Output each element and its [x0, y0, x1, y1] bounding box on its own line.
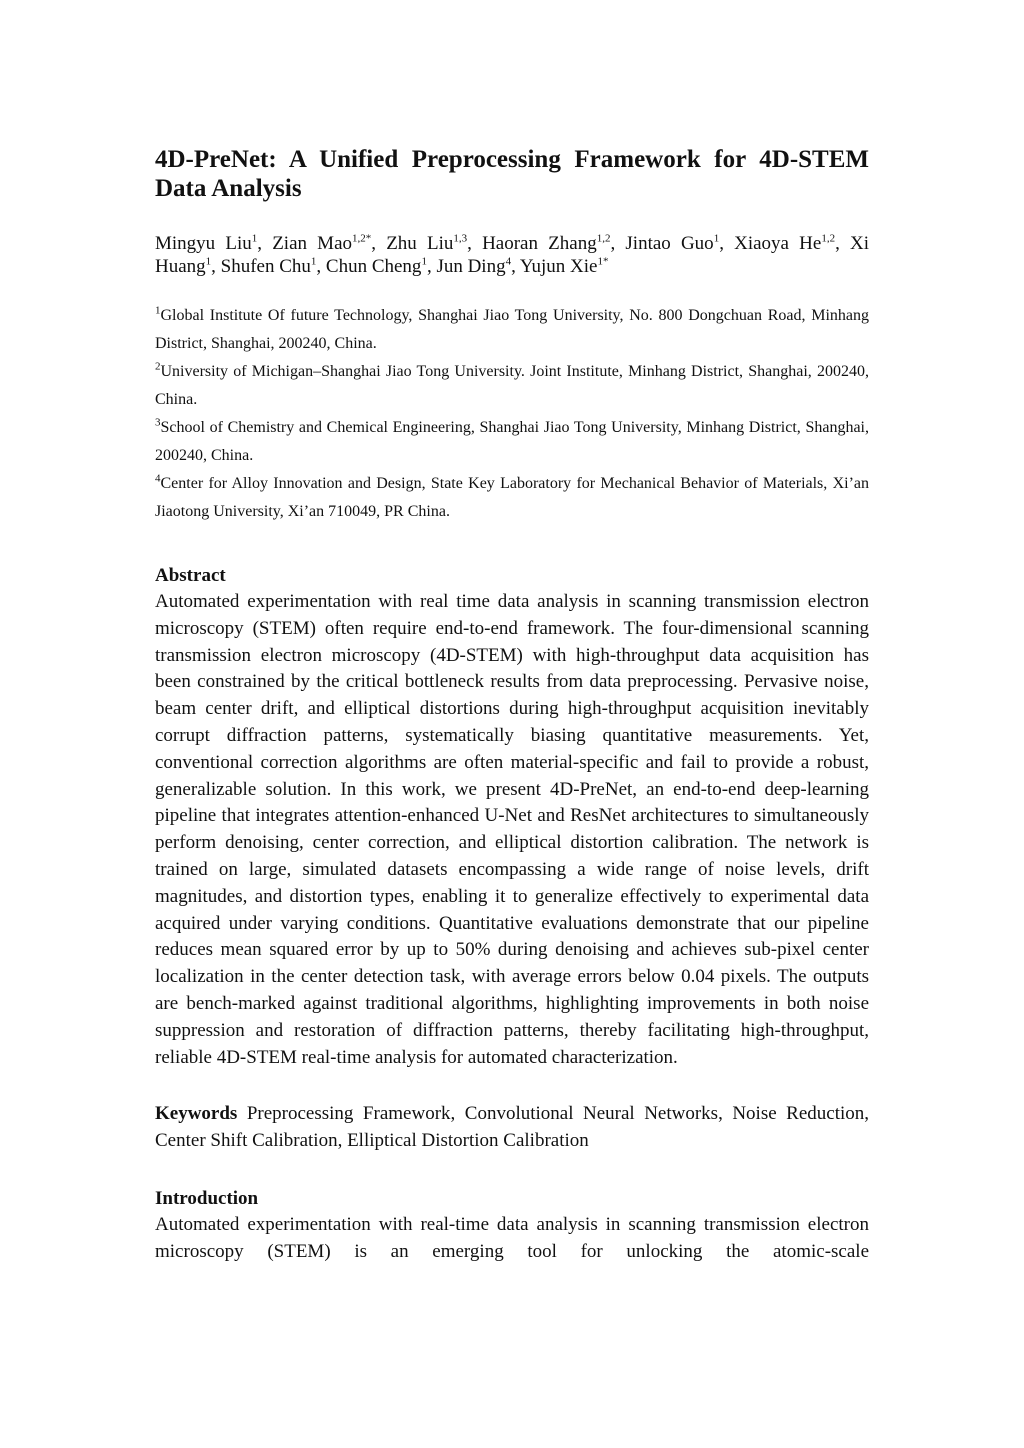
- author: [436, 256, 519, 277]
- affiliation-text: University of Michigan–Shanghai Jiao Tong University. Joint Institute, Minhang District, Shanghai, 200240, China.: [155, 363, 869, 408]
- author: [734, 233, 850, 254]
- author-list: [155, 232, 869, 278]
- author-affiliation-mark: 1: [713, 232, 720, 245]
- author-name: Zhu Liu: [386, 233, 454, 254]
- paper-title: 4D-PreNet: A Unified Preprocessing Framework for 4D-STEM Data Analysis: [155, 146, 869, 202]
- author-name: Xiaoya He: [734, 233, 822, 254]
- author-separator: ,: [719, 233, 735, 254]
- author: [625, 233, 734, 254]
- abstract-heading: Abstract: [155, 565, 226, 586]
- affiliation-text: School of Chemistry and Chemical Engineering, Shanghai Jiao Tong University, Minhang District, Shanghai, 200240, China.: [155, 419, 869, 464]
- author: [221, 256, 326, 277]
- author-affiliation-mark: 1: [421, 255, 427, 268]
- author-name: Haoran Zhang: [482, 233, 597, 254]
- author-name: Yujun Xie: [519, 256, 598, 277]
- author-affiliation-mark: 1,2*: [352, 232, 372, 245]
- author-name: Xi Huang: [155, 233, 870, 277]
- affiliation-item: [155, 358, 869, 414]
- author-name: Zian Mao: [272, 233, 353, 254]
- introduction-heading: Introduction: [155, 1187, 259, 1209]
- paper-page: [155, 145, 869, 1266]
- affiliation-number: 3: [155, 416, 161, 429]
- author: [520, 256, 609, 277]
- author: [272, 233, 386, 254]
- keywords-text: Preprocessing Framework, Convolutional Neural Networks, Noise Reduction, Center Shift Calibration, Elliptical Distortion Calibration: [155, 1103, 870, 1152]
- author-name: Shufen Chu: [220, 256, 311, 277]
- author-name: Chun Cheng: [325, 256, 422, 277]
- author-separator: ,: [426, 256, 437, 277]
- author-separator: ,: [511, 256, 520, 277]
- author-separator: ,: [316, 256, 326, 277]
- author-affiliation-mark: 1,3: [453, 232, 468, 245]
- introduction-body: Automated experimentation with real-time data analysis in scanning transmission electron microscopy (STEM) is an emerging tool for unlocking the atomic-scale: [155, 1213, 869, 1262]
- affiliation-item: [155, 302, 869, 358]
- author-name: Mingyu Liu: [155, 233, 252, 254]
- author: [386, 233, 482, 254]
- author-affiliation-mark: 1*: [597, 255, 609, 268]
- author-affiliation-mark: 1,2: [821, 232, 836, 245]
- author-name: Jintao Guo: [625, 233, 714, 254]
- author-separator: ,: [835, 233, 851, 254]
- author-separator: ,: [371, 233, 387, 254]
- author: [155, 233, 272, 254]
- author-affiliation-mark: 1,2: [596, 232, 611, 245]
- author-separator: ,: [610, 233, 626, 254]
- affiliation-number: 2: [155, 360, 161, 373]
- author-affiliation-mark: 4: [505, 255, 512, 268]
- affiliation-text: Center for Alloy Innovation and Design, State Key Laboratory for Mechanical Behavior of Materials, Xi’an Jiaotong University, Xi’an 710049, PR China.: [155, 475, 869, 520]
- author-separator: ,: [211, 256, 221, 277]
- abstract-section: [155, 562, 869, 1071]
- author-separator: ,: [257, 233, 273, 254]
- author-affiliation-mark: 1: [310, 255, 317, 268]
- author-affiliation-mark: 1: [205, 255, 212, 268]
- affiliation-item: [155, 470, 869, 526]
- affiliation-number: 4: [155, 472, 161, 485]
- author: [482, 233, 625, 254]
- introduction-section: [155, 1185, 869, 1266]
- affiliation-text: Global Institute Of future Technology, Shanghai Jiao Tong University, No. 800 Dongchuan Road, Minhang District, Shanghai, 200240, China.: [155, 307, 869, 352]
- affiliation-list: [155, 302, 869, 526]
- keywords-section: [155, 1101, 869, 1155]
- author-name: Jun Ding: [436, 256, 506, 277]
- author-separator: ,: [467, 233, 483, 254]
- abstract-body: Automated experimentation with real time data analysis in scanning transmission electron microscopy (STEM) often require end-to-end framework. The four-dimensional scanning transmission electron microscopy (4D-STEM) with high-throughput data acquisition has been constrained by the critical bottleneck results from data preprocessing. Pervasive noise, beam center drift, and elliptical distortions during high-throughput acquisition inevitably corrupt diffraction patterns, systematically biasing quantitative measurements. Yet, conventional correction algorithms are often material-specific and fail to provide a robust, generalizable solution. In this work, we present 4D-PreNet, an end-to-end deep-learning pipeline that integrates attention-enhanced U-Net and ResNet architectures to simultaneously perform denoising, center correction, and elliptical distortion calibration. The network is trained on large, simulated datasets encompassing a wide range of noise levels, drift magnitudes, and distortion types, enabling it to generalize effectively to experimental data acquired under varying conditions. Quantitative evaluations demonstrate that our pipeline reduces mean squared error by up to 50% during denoising and achieves sub-pixel center localization in the center detection task, with average errors below 0.04 pixels. The outputs are bench-marked against traditional algorithms, highlighting improvements in both noise suppression and restoration of diffraction patterns, thereby facilitating high-throughput, reliable 4D-STEM real-time analysis for automated characterization.: [155, 591, 869, 1068]
- affiliation-item: [155, 414, 869, 470]
- author-affiliation-mark: 1: [251, 232, 258, 245]
- keywords-label: Keywords: [155, 1103, 238, 1125]
- author: [326, 256, 437, 277]
- affiliation-number: 1: [155, 304, 161, 317]
